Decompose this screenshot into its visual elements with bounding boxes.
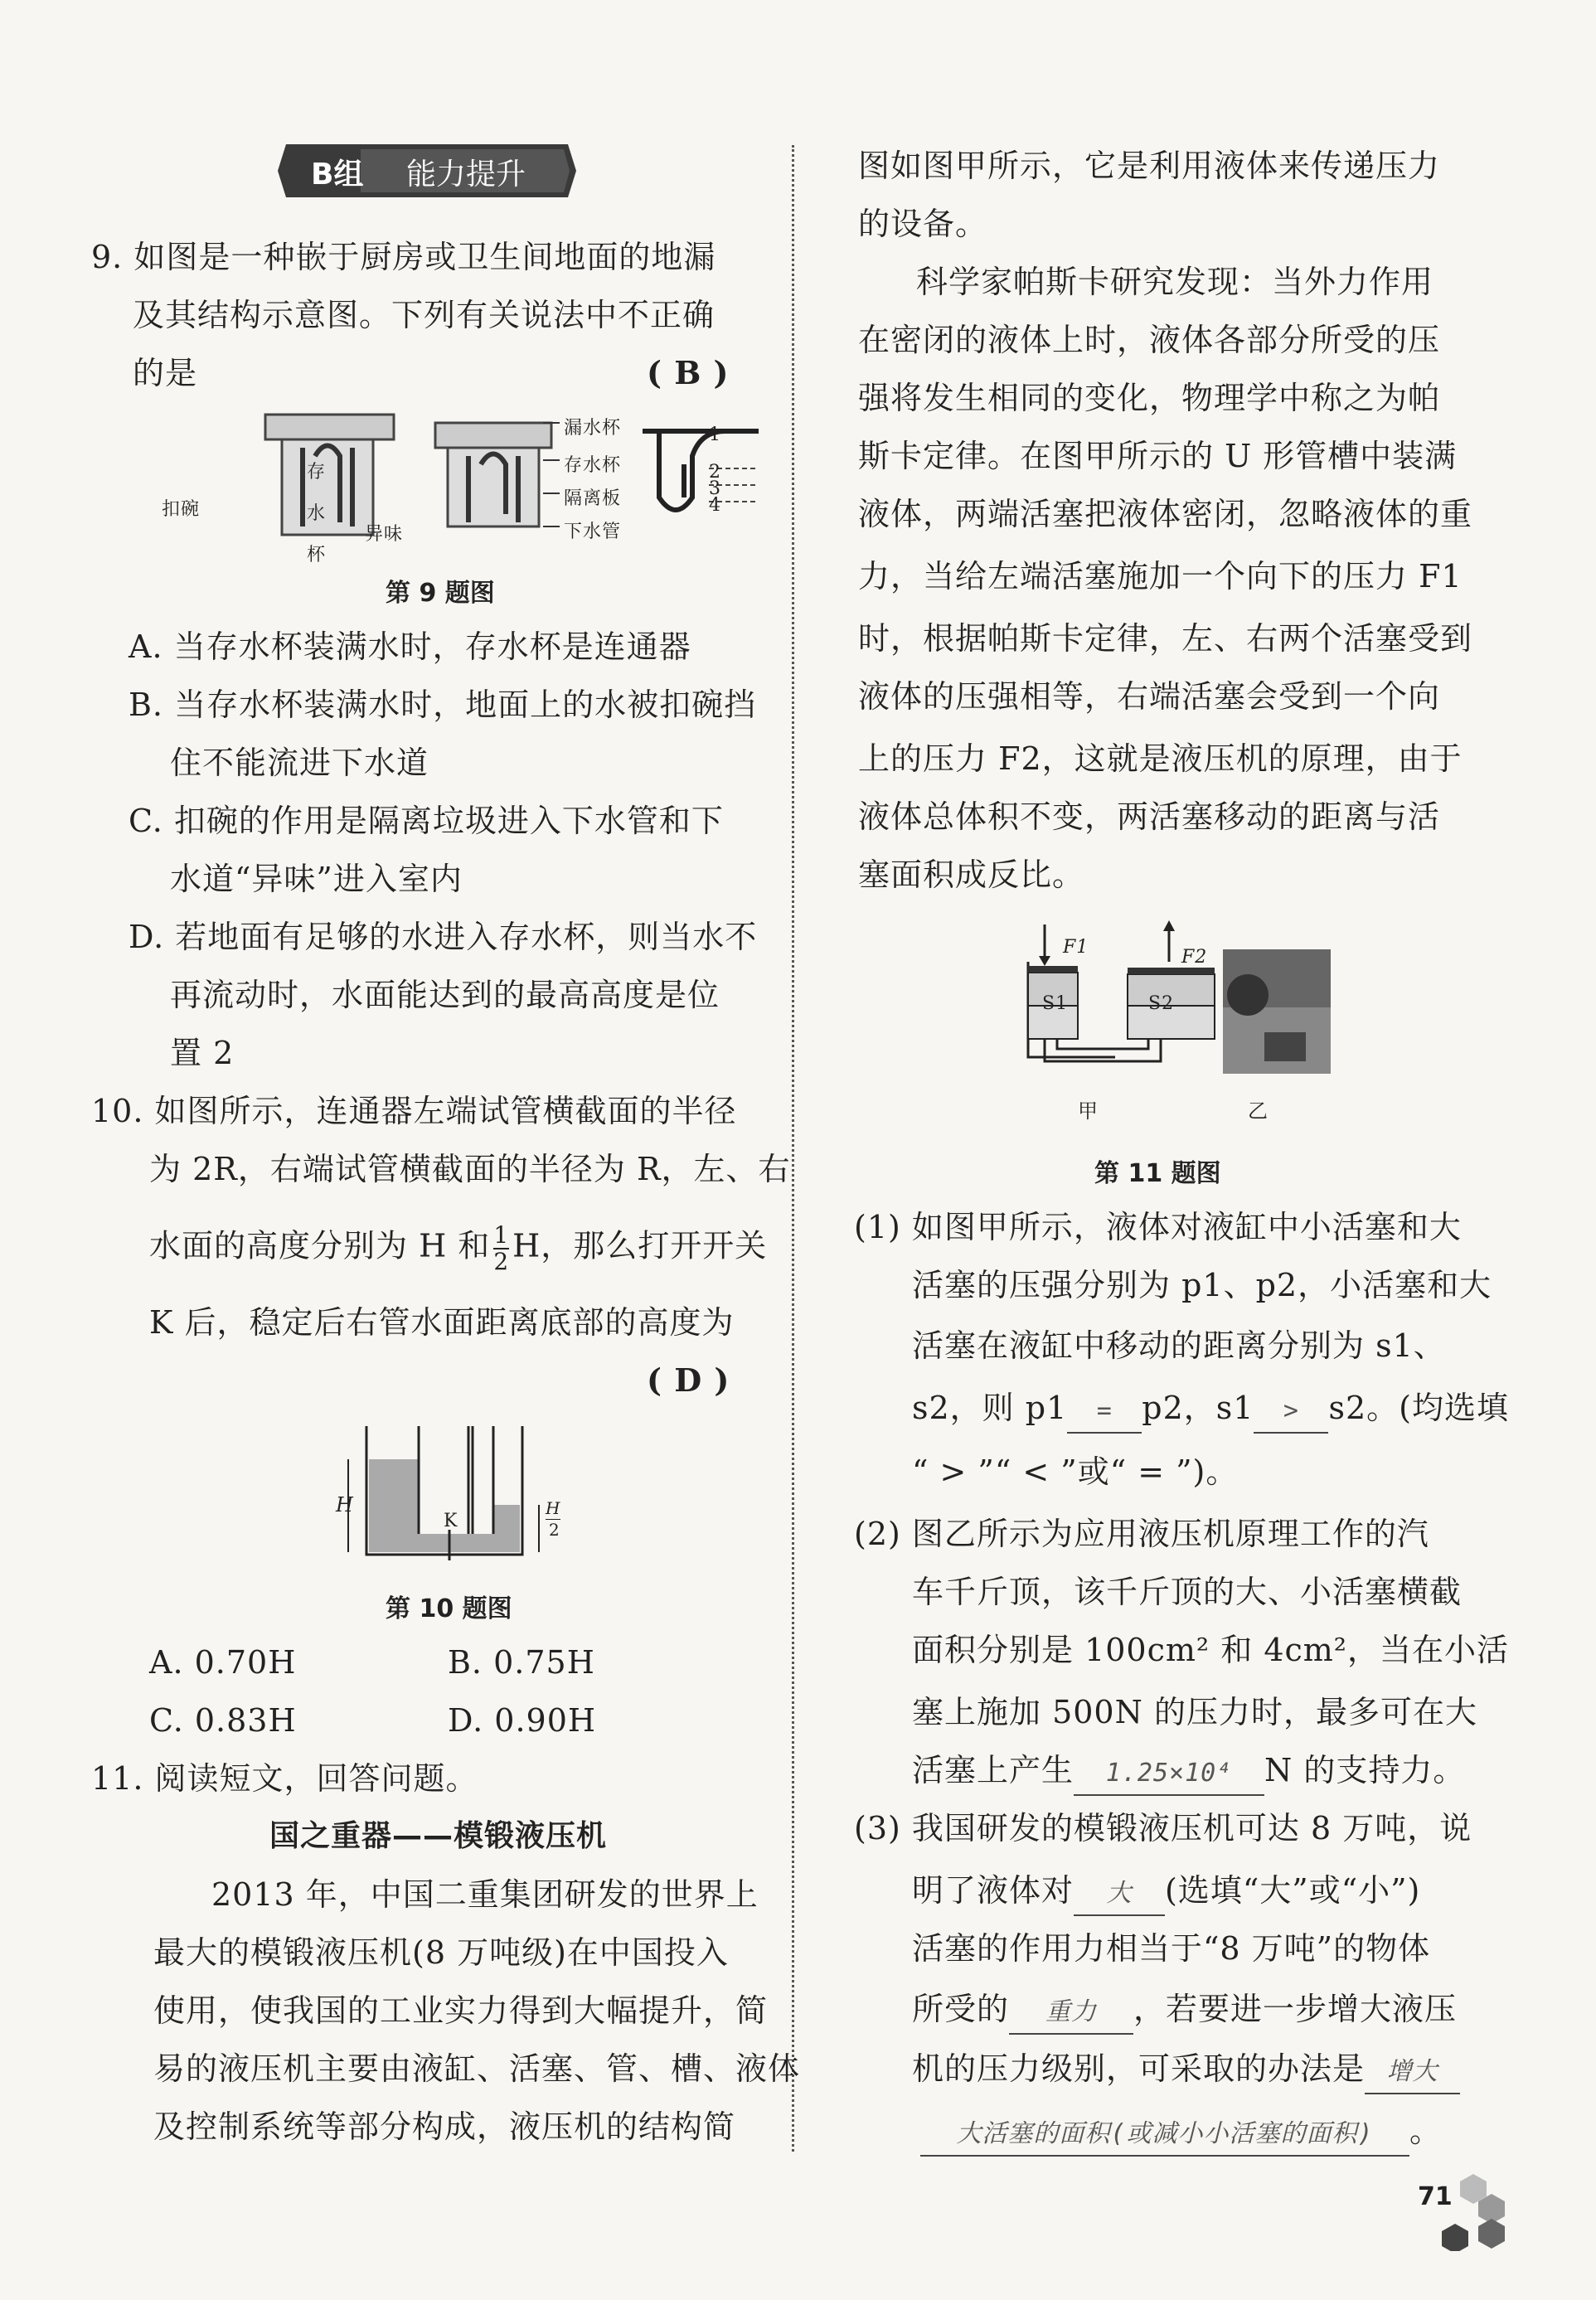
q11-right-4: 在密闭的液体上时，液体各部分所受的压 xyxy=(858,322,1441,358)
q10-option-c: C. 0.83H xyxy=(149,1702,297,1739)
q10-left-water xyxy=(369,1459,419,1552)
q11-p1-line-2: 活塞的压强分别为 p1、p2，小活塞和大 xyxy=(912,1267,1492,1303)
q10-line-3 xyxy=(149,1223,767,1274)
q9-answer: ( B ) xyxy=(647,354,730,391)
q11-p2-line-2: 车千斤顶，该千斤顶的大、小活塞横截 xyxy=(912,1574,1463,1610)
q11-right-2: 的设备。 xyxy=(858,206,988,242)
q11-label-yi: 乙 xyxy=(1248,1099,1269,1123)
q11-right-8: 力，当给左端活塞施加一个向下的压力 F1 xyxy=(858,558,1463,594)
q9-label-cup: 存水杯 xyxy=(564,455,622,476)
q10-figure xyxy=(332,1418,564,1567)
q11-p1-line-1: (1) 如图甲所示，液体对液缸中小活塞和大 xyxy=(854,1209,1462,1245)
q11-p3-line-1: (3) 我国研发的模锻液压机可达 8 万吨，说 xyxy=(854,1810,1472,1846)
q10-figure-caption: 第 10 题图 xyxy=(386,1594,512,1623)
column-divider xyxy=(792,145,794,2152)
q11-p3-answer-1[interactable]: 大 xyxy=(1074,1873,1165,1916)
q9-label-odor: 异味 xyxy=(365,524,404,545)
q11-text-4: 易的液压机主要由液缸、活塞、管、槽、液体 xyxy=(153,2050,801,2087)
q11-right-9: 时，根据帕斯卡定律，左、右两个活塞受到 xyxy=(858,620,1473,657)
q10-frac-num: 1 xyxy=(493,1221,510,1249)
q11-label-f1: F1 xyxy=(1063,937,1089,958)
q10-option-a: A. 0.70H xyxy=(149,1644,297,1681)
q9-label-pipe: 下水管 xyxy=(564,522,622,542)
q11-label-s2: S2 xyxy=(1148,993,1175,1014)
q11-p1-line-5: “ > ”“ < ”或“ = ”)。 xyxy=(912,1453,1239,1490)
q11-p3-line-5 xyxy=(912,2048,1460,2094)
q9-label-3: 3 xyxy=(709,478,721,499)
q10-label-k: K xyxy=(444,1511,458,1531)
q11-label-f2: F2 xyxy=(1181,947,1208,968)
q9-option-c: C. 扣碗的作用是隔离垃圾进入下水管和下 xyxy=(129,803,724,839)
q11-right-6: 斯卡定律。在图甲所示的 U 形管槽中装满 xyxy=(858,438,1458,474)
q10-line-2: 为 2R，右端试管横截面的半径为 R，左、右 xyxy=(149,1151,791,1187)
q10-line-1: 10. 如图所示，连通器左端试管横截面的半径 xyxy=(91,1093,737,1129)
q11-right-3: 科学家帕斯卡研究发现：当外力作用 xyxy=(916,264,1434,300)
q10-option-d: D. 0.90H xyxy=(448,1702,597,1739)
q11-p3-answer-3a[interactable]: 增大 xyxy=(1365,2051,1460,2094)
q11-label-jia: 甲 xyxy=(1078,1099,1099,1123)
q11-jack-body xyxy=(1264,1032,1306,1061)
q11-right-7: 液体，两端活塞把液体密闭，忽略液体的重 xyxy=(858,496,1473,532)
q11-p3-line-4 xyxy=(912,1988,1457,2035)
q11-right-1: 图如图甲所示，它是利用液体来传递压力 xyxy=(858,148,1441,184)
q11-p1-answer-2[interactable]: > xyxy=(1254,1390,1328,1434)
q11-p3-line-2b: (选填“大”或“小”) xyxy=(1165,1872,1421,1909)
q11-text-2: 最大的模锻液压机(8 万吨级)在中国投入 xyxy=(153,1934,729,1971)
q11-p3-line-5a: 机的压力级别，可采取的办法是 xyxy=(912,2050,1366,2087)
q11-jack-wheel xyxy=(1227,974,1269,1016)
q9-label-1: 1 xyxy=(709,425,721,445)
q11-p2-line-5b: N 的支持力。 xyxy=(1264,1752,1466,1788)
q11-article-title: 国之重器——模锻液压机 xyxy=(269,1819,608,1853)
q11-p1-line-4c: s2。(均选填 xyxy=(1328,1390,1509,1426)
section-banner xyxy=(278,141,576,201)
q10-label-h-num: H xyxy=(546,1498,561,1518)
q9-drain-top xyxy=(265,415,394,439)
q9-pipe xyxy=(643,431,759,510)
q11-p2-answer[interactable]: 1.25×10⁴ xyxy=(1074,1753,1264,1796)
q9-label-funnel: 漏水杯 xyxy=(564,418,622,439)
q9-figure xyxy=(162,406,759,547)
q11-p3-line-2 xyxy=(912,1870,1420,1916)
q11-intro: 11. 阅读短文，回答问题。 xyxy=(91,1760,478,1797)
q11-text-1: 2013 年，中国二重集团研发的世界上 xyxy=(211,1876,759,1913)
q11-p3-answer-2[interactable]: 重力 xyxy=(1009,1992,1133,2035)
q10-line-3-post: H，那么打开开关 xyxy=(512,1227,768,1264)
q9-drain2-body xyxy=(448,448,539,526)
q11-p1-line-4 xyxy=(912,1387,1509,1434)
q11-f2-head xyxy=(1163,920,1175,931)
q9-drain-body xyxy=(282,439,373,535)
q9-line-3: 的是 xyxy=(133,355,198,391)
q10-frac-den: 2 xyxy=(493,1248,510,1275)
q11-right-10: 液体的压强相等，右端活塞会受到一个向 xyxy=(858,678,1441,715)
q11-p1-line-4b: p2，s1 xyxy=(1142,1390,1254,1426)
q11-right-5: 强将发生相同的变化，物理学中称之为帕 xyxy=(858,380,1441,416)
q11-p2-line-3: 面积分别是 100cm² 和 4cm²，当在小活 xyxy=(912,1632,1510,1668)
q9-label-4: 4 xyxy=(709,495,721,516)
q10-option-b: B. 0.75H xyxy=(448,1644,595,1681)
q11-figure-caption: 第 11 题图 xyxy=(1094,1159,1221,1188)
q9-line-1: 9. 如图是一种嵌于厨房或卫生间地面的地漏 xyxy=(91,239,716,275)
q9-label-2: 2 xyxy=(709,462,721,483)
q9-option-a: A. 当存水杯装满水时，存水杯是连通器 xyxy=(129,628,691,665)
q11-right-12: 液体总体积不变，两活塞移动的距离与活 xyxy=(858,798,1441,835)
q11-p3-answer-3b[interactable]: 大活塞的面积(或减小小活塞的面积) xyxy=(920,2113,1409,2157)
q11-p2-line-5a: 活塞上产生 xyxy=(912,1752,1075,1788)
q10-answer: ( D ) xyxy=(647,1361,730,1399)
q9-label-bowl: 扣碗 xyxy=(162,499,201,520)
q11-p3-line-3: 活塞的作用力相当于“8 万吨”的物体 xyxy=(912,1930,1431,1967)
q10-fraction xyxy=(493,1223,509,1274)
q9-label-cup2: 存水杯 xyxy=(307,462,327,565)
q9-option-d-cont2: 置 2 xyxy=(170,1035,235,1071)
q9-option-d: D. 若地面有足够的水进入存水杯，则当水不 xyxy=(129,919,758,955)
q11-p2-line-5 xyxy=(912,1749,1465,1796)
q11-p3-line-6b: 。 xyxy=(1409,2113,1443,2149)
q10-label-h: H xyxy=(336,1493,354,1516)
q9-option-d-cont: 再流动时，水面能达到的最高高度是位 xyxy=(170,977,720,1013)
q9-drain2-top xyxy=(435,423,551,448)
q11-p3-line-4a: 所受的 xyxy=(912,1991,1010,2027)
q11-p3-line-4b: ，若要进一步增大液压 xyxy=(1133,1991,1458,2027)
q9-option-b-cont: 住不能流进下水道 xyxy=(170,745,429,781)
banner-title: 能力提升 xyxy=(406,158,526,192)
q11-p2-line-1: (2) 图乙所示为应用液压机原理工作的汽 xyxy=(854,1516,1429,1552)
q11-p1-answer-1[interactable]: = xyxy=(1067,1390,1142,1434)
q11-right-11: 上的压力 F2，这就是液压机的原理，由于 xyxy=(858,740,1463,777)
q9-option-c-cont: 水道“异味”进入室内 xyxy=(170,861,463,897)
q11-p3-line-6 xyxy=(920,2110,1442,2157)
q11-right-13: 塞面积成反比。 xyxy=(858,856,1085,893)
q10-right-water xyxy=(493,1505,520,1552)
q11-text-5: 及控制系统等部分构成，液压机的结构简 xyxy=(153,2108,736,2145)
page-number: 71 xyxy=(1418,2182,1453,2211)
q9-line-2: 及其结构示意图。下列有关说法中不正确 xyxy=(133,297,716,333)
q11-p3-line-2a: 明了液体对 xyxy=(912,1872,1075,1909)
q11-label-s1: S1 xyxy=(1042,993,1069,1014)
q11-text-3: 使用，使我国的工业实力得到大幅提升，简 xyxy=(153,1992,769,2029)
q10-line-3-pre: 水面的高度分别为 H 和 xyxy=(149,1227,491,1264)
q10-line-4: K 后，稳定后右管水面距离底部的高度为 xyxy=(149,1304,735,1341)
banner-group: B组 xyxy=(311,158,364,192)
q10-label-h-den: 2 xyxy=(549,1520,560,1540)
q9-figure-caption: 第 9 题图 xyxy=(386,579,495,608)
q11-f1-head xyxy=(1039,956,1050,966)
q11-p1-line-4a: s2，则 p1 xyxy=(912,1390,1068,1426)
q11-p2-line-4: 塞上施加 500N 的压力时，最多可在大 xyxy=(912,1694,1477,1730)
q11-p1-line-3: 活塞在液缸中移动的距离分别为 s1、 xyxy=(912,1327,1446,1364)
q9-option-b: B. 当存水杯装满水时，地面上的水被扣碗挡 xyxy=(129,687,757,723)
q9-label-plate: 隔离板 xyxy=(564,488,622,509)
